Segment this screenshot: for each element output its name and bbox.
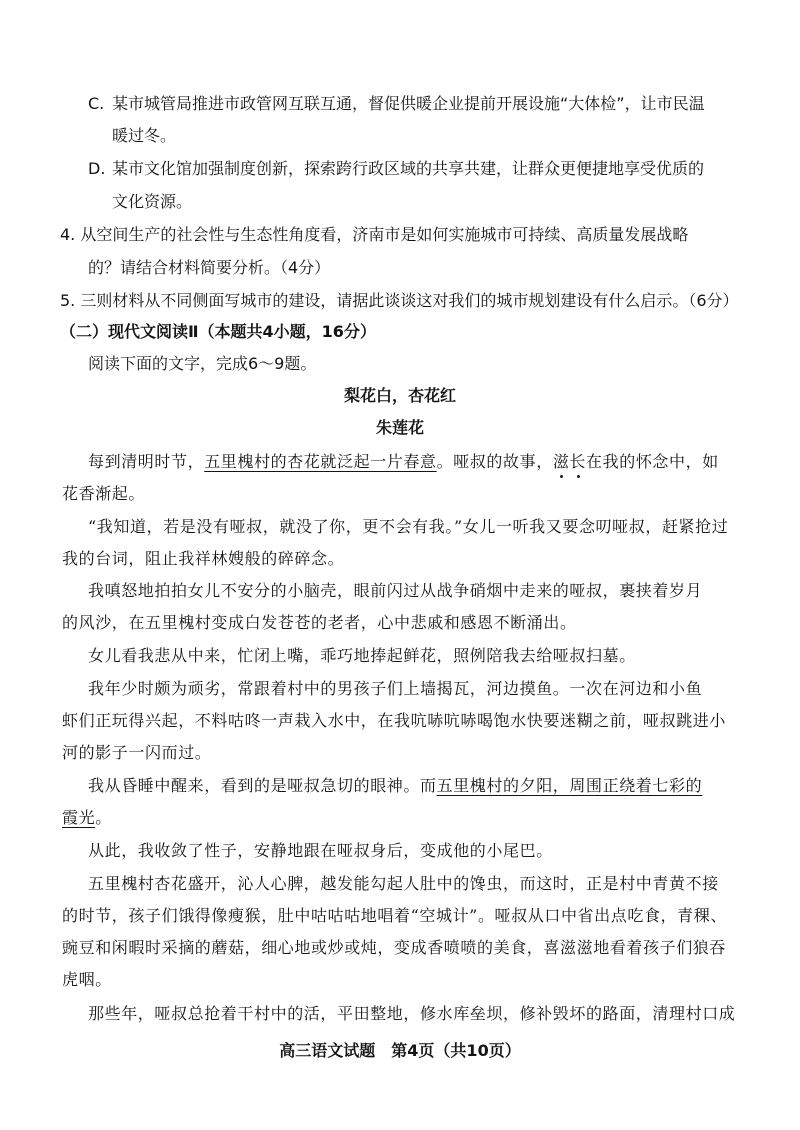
paragraph-2-text: “我知道，若是没有哑叔，就没了你，更不会有我。”女儿一听我又要念叨哑叔，赶紧抢过 bbox=[88, 517, 729, 536]
article-title: 梨花白，杏花红 bbox=[343, 386, 456, 405]
paragraph-1-text bbox=[88, 452, 719, 472]
p1-emphasis-char-2: 长 bbox=[569, 452, 587, 471]
option-d-text: 某市文化馆加强制度创新，探索跨行政区域的共享共建，让群众更便捷地享受优质的 bbox=[112, 159, 705, 178]
p1-emphasis-char-1: 滋 bbox=[552, 452, 570, 471]
paragraph-8-text-cont3: 虎咽。 bbox=[62, 970, 112, 989]
paragraph-6-text-cont bbox=[62, 808, 112, 828]
paragraph-3-text: 我嗔怒地拍拍女儿不安分的小脑壳，眼前闪过从战争硝烟中走来的哑叔，裹挟着岁月 bbox=[88, 581, 703, 600]
p6-segment-a: 我从昏睡中醒来，看到的是哑叔急切的眼神。而 bbox=[88, 776, 437, 795]
option-c-text: 某市城管局推进市政管网互联互通，督促供暖企业提前开展设施“大体检”，让市民温 bbox=[112, 94, 705, 113]
paragraph-6-text bbox=[88, 776, 702, 796]
paragraph-8-text-cont2: 豌豆和闲暇时采摘的蘑菇，细心地或炒或炖，变成香喷喷的美食，喜滋滋地看着孩子们狼吞 bbox=[62, 938, 727, 957]
p1-segment-a: 每到清明时节， bbox=[88, 452, 205, 471]
option-d-label: D. bbox=[88, 159, 106, 178]
paragraph-8-text-cont: 的时节，孩子们饿得像瘦猴，肚中咕咕咕地唱着“空城计”。哑叔从口中省出点吃食，青稞、 bbox=[62, 906, 727, 925]
section-heading-text: （二）现代文阅读Ⅱ（本题共4小题，16分） bbox=[60, 322, 376, 341]
question-5-text: 5. 三则材料从不同侧面写城市的建设，请据此谈谈这对我们的城市规划建设有什么启示。（6分） bbox=[60, 291, 739, 310]
paragraph-5-text: 我年少时颇为顽劣，常跟着村中的男孩子们上墙揭瓦，河边摸鱼。一次在河边和小鱼 bbox=[88, 679, 703, 698]
paragraph-4-text: 女儿看我悲从中来，忙闭上嘴，乖巧地捧起鲜花，照例陪我去给哑叔扫墓。 bbox=[88, 646, 636, 665]
question-4-text: 4. 从空间生产的社会性与生态性角度看，济南市是如何实施城市可持续、高质量发展战略 bbox=[60, 225, 689, 244]
paragraph-1-text-cont: 花香渐起。 bbox=[62, 484, 146, 503]
option-c-label: C. bbox=[88, 94, 105, 113]
paragraph-5-text-cont: 虾们正玩得兴起，不料咕咚一声栽入水中，在我吭哧吭哧喝饱水快要迷糊之前，哑叔跳进小 bbox=[62, 711, 727, 730]
option-c-text-cont: 暖过冬。 bbox=[112, 126, 177, 145]
paragraph-3-text-cont: 的风沙，在五里槐村变成白发苍苍的老者，心中悲戚和感恩不断涌出。 bbox=[62, 613, 577, 632]
paragraph-2-text-cont: 我的台词，阻止我祥林嫂般的碎碎念。 bbox=[62, 549, 345, 568]
page-footer: 高三语文试题 第4页（共10页） bbox=[279, 1041, 521, 1060]
question-4-text-cont: 的？请结合材料简要分析。（4分） bbox=[88, 258, 331, 277]
p1-segment-c: 在我的怀念中，如 bbox=[586, 452, 719, 471]
p6-underlined-phrase: 五里槐村的夕阳，周围正绕着七彩的 bbox=[436, 776, 703, 795]
article-author: 朱莲花 bbox=[375, 418, 424, 437]
p1-underlined-phrase: 五里槐村的杏花就泛起一片春意 bbox=[204, 452, 437, 471]
paragraph-8-text: 五里槐村杏花盛开，沁人心脾，越发能勾起人肚中的馋虫，而这时，正是村中青黄不接 bbox=[88, 874, 719, 893]
p6-underlined-phrase-cont: 霞光 bbox=[62, 808, 96, 827]
paragraph-9-text: 那些年，哑叔总抢着干村中的活，平田整地，修水库垒坝，修补毁坏的路面，清理村口成 bbox=[88, 1004, 736, 1023]
paragraph-7-text: 从此，我收敛了性子，安静地跟在哑叔身后，变成他的小尾巴。 bbox=[88, 841, 553, 860]
p6-segment-end: 。 bbox=[95, 808, 112, 827]
option-d-text-cont: 文化资源。 bbox=[112, 192, 193, 211]
section-instruction-text: 阅读下面的文字，完成6～9题。 bbox=[88, 354, 317, 373]
p1-segment-b: 。哑叔的故事， bbox=[436, 452, 553, 471]
paragraph-5-text-cont2: 河的影子一闪而过。 bbox=[62, 743, 212, 762]
